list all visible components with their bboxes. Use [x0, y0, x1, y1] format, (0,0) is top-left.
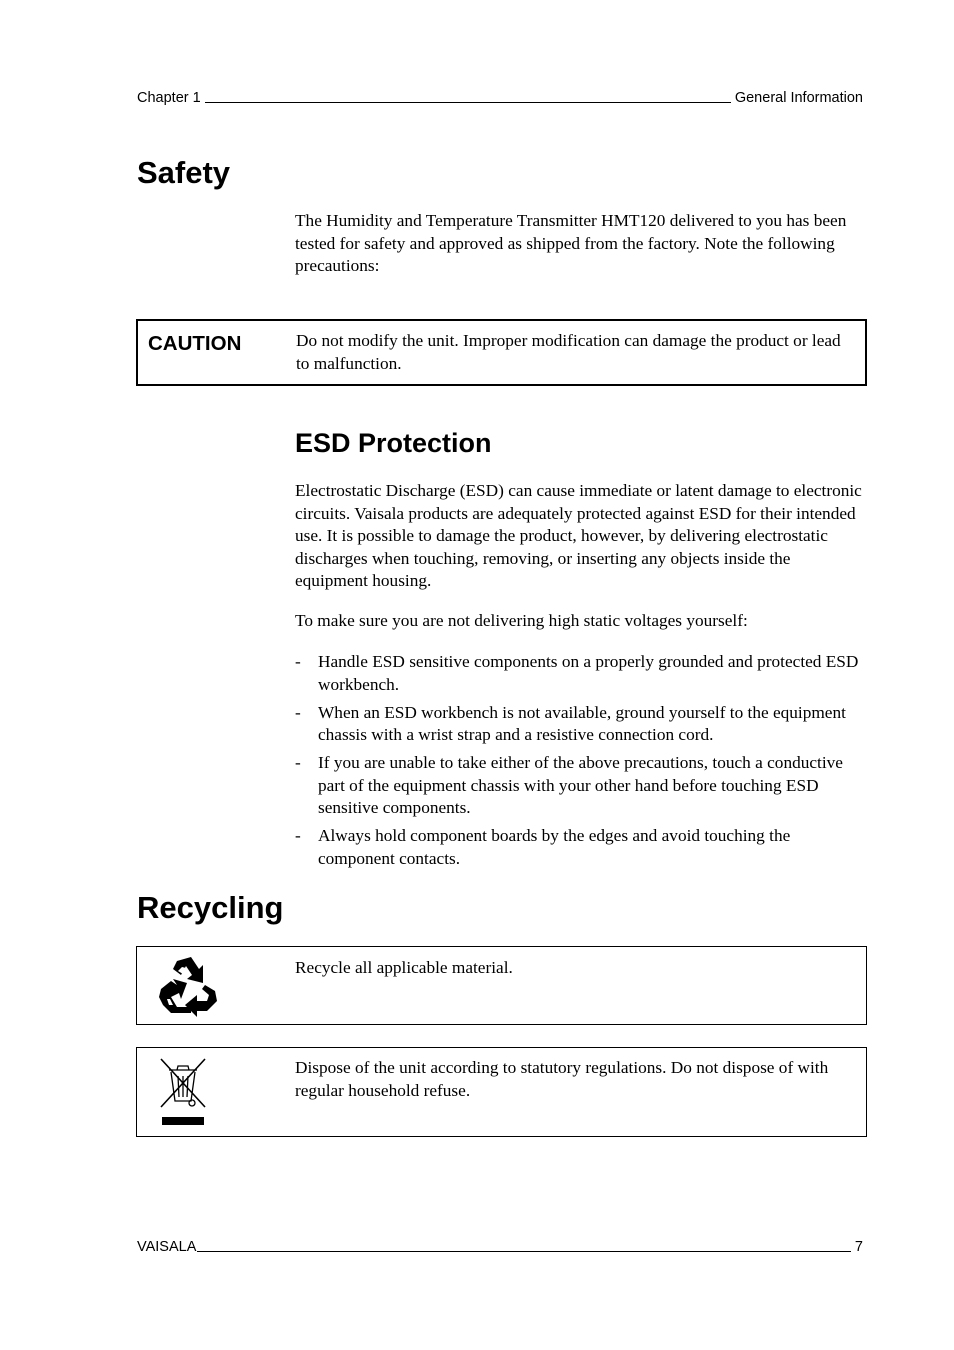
- list-item-text: If you are unable to take either of the above precautions, touch a conductive part of the equipment chassis with your other hand before touching ESD sensitive components.: [318, 753, 843, 817]
- list-item-text: When an ESD workbench is not available, ground yourself to the equipment chassis with a wrist strap and a resistive connection cord.: [318, 702, 846, 744]
- dispose-text: Dispose of the unit according to statutory regulations. Do not dispose of with regular household refuse.: [295, 1058, 829, 1100]
- bullet-dash: -: [295, 652, 301, 671]
- bullet-dash: -: [295, 702, 301, 722]
- safety-intro: The Humidity and Temperature Transmitter HMT120 delivered to you has been tested for safety and approved as shipped from the factory. Note the following precautions:: [295, 211, 847, 275]
- esd-heading: ESD Protection: [295, 428, 492, 458]
- list-item: [295, 702, 865, 747]
- bullet-dash: -: [295, 826, 301, 845]
- list-item-text: Handle ESD sensitive components on a properly grounded and protected ESD workbench.: [318, 652, 859, 694]
- crossed-out-bin-icon: [157, 1057, 211, 1134]
- page-number: 7: [854, 1239, 863, 1255]
- running-header: [137, 90, 863, 106]
- esd-paragraph-1: Electrostatic Discharge (ESD) can cause immediate or latent damage to electronic circuits. Vaisala products are adequately protected against ESD for their intended use. It is possible to damage the product, however, by delivering electrostatic discharges when touching, removing, or inserting any objects inside the equipment housing.: [295, 481, 862, 590]
- header-section: General Information: [734, 90, 863, 106]
- caution-label: CAUTION: [148, 332, 242, 355]
- list-item: [295, 752, 865, 820]
- header-rule: [205, 101, 731, 103]
- list-item: [295, 651, 865, 696]
- recycle-box: [136, 946, 867, 1025]
- esd-paragraph-2: To make sure you are not delivering high static voltages yourself:: [295, 611, 748, 630]
- caution-box: [136, 319, 867, 386]
- running-footer: [137, 1239, 863, 1255]
- footer-company: VAISALA: [137, 1239, 197, 1255]
- bullet-dash: -: [295, 753, 301, 772]
- list-item-text: Always hold component boards by the edges and avoid touching the component contacts.: [318, 826, 791, 868]
- safety-heading: Safety: [137, 155, 231, 190]
- dispose-box: [136, 1047, 867, 1137]
- caution-text: Do not modify the unit. Improper modification can damage the product or lead to malfunction.: [296, 331, 841, 373]
- list-item: [295, 825, 865, 870]
- recycling-heading: Recycling: [137, 890, 284, 925]
- header-chapter: Chapter 1: [137, 90, 201, 106]
- esd-precaution-list: [295, 651, 865, 876]
- footer-rule: [197, 1250, 851, 1252]
- recycle-icon: [157, 955, 221, 1022]
- recycle-text: Recycle all applicable material.: [295, 958, 513, 977]
